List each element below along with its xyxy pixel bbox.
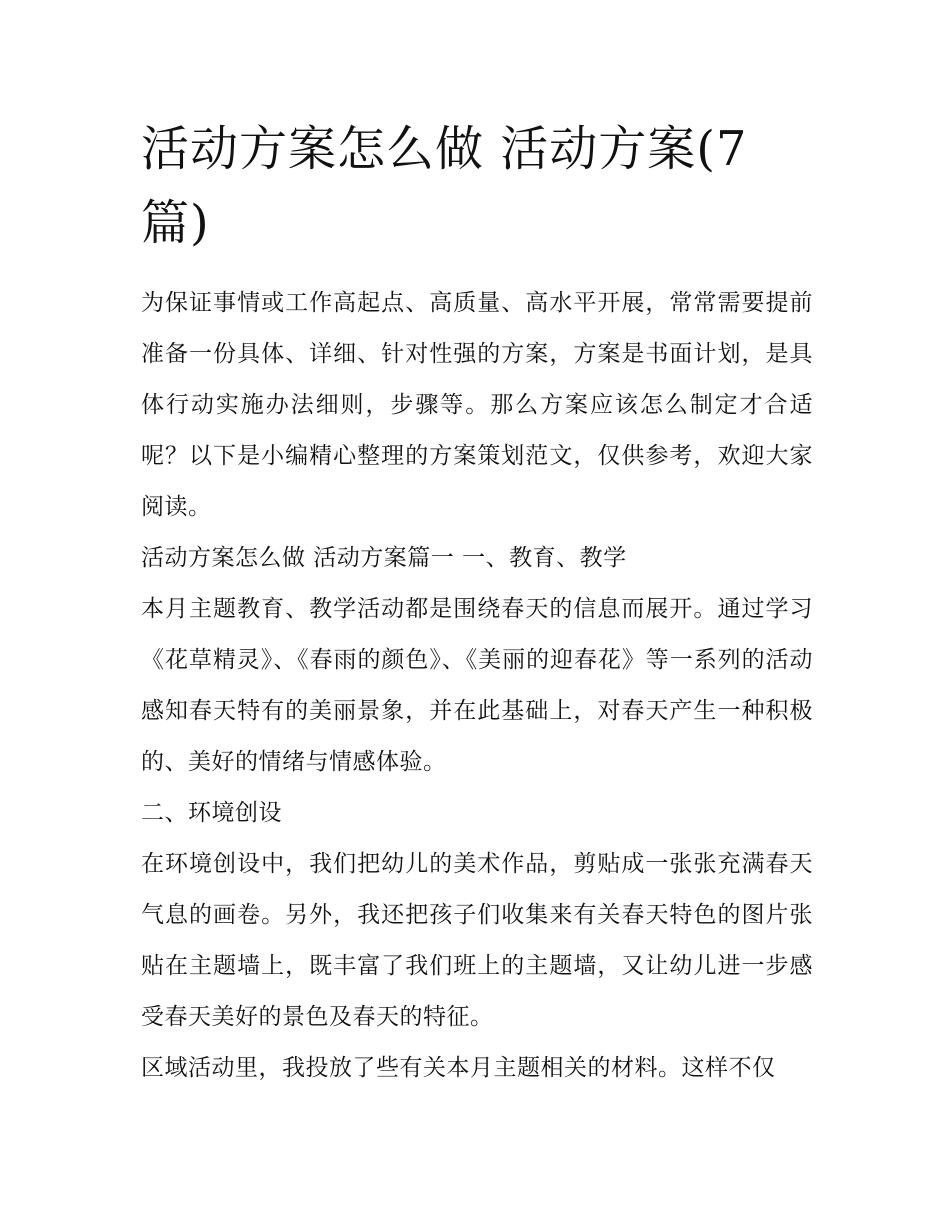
document-title: 活动方案怎么做 活动方案(7篇)	[141, 121, 748, 251]
intro-paragraph: 为保证事情或工作高起点、高质量、高水平开展，常常需要提前准备一份具体、详细、针对性强的方案，方案是书面计划，是具体行动实施办法细则，步骤等。那么方案应该怎么制定才合适呢？以下是小编精心整理的方案策划范文，仅供参考，欢迎大家阅读。	[141, 290, 813, 520]
section-heading-1: 活动方案怎么做 活动方案篇一 一、教育、教学	[141, 545, 627, 571]
section-paragraph-2: 在环境创设中，我们把幼儿的美术作品，剪贴成一张张充满春天气息的画卷。另外，我还把孩子们收集来有关春天特色的图片张贴在主题墙上，既丰富了我们班上的主题墙，又让幼儿进一步感受春天美好的景色及春天的特征。	[141, 851, 813, 1030]
section-paragraph-1: 本月主题教育、教学活动都是围绕春天的信息而展开。通过学习《花草精灵》、《春雨的颜色》、《美丽的迎春花》等一系列的活动感知春天特有的美丽景象，并在此基础上，对春天产生一种积极的、美好的情绪与情感体验。	[141, 596, 813, 775]
section-heading-2: 二、环境创设	[141, 800, 282, 826]
document-page	[141, 112, 813, 1094]
section-paragraph-3: 区域活动里，我投放了些有关本月主题相关的材料。这样不仅	[141, 1055, 776, 1081]
